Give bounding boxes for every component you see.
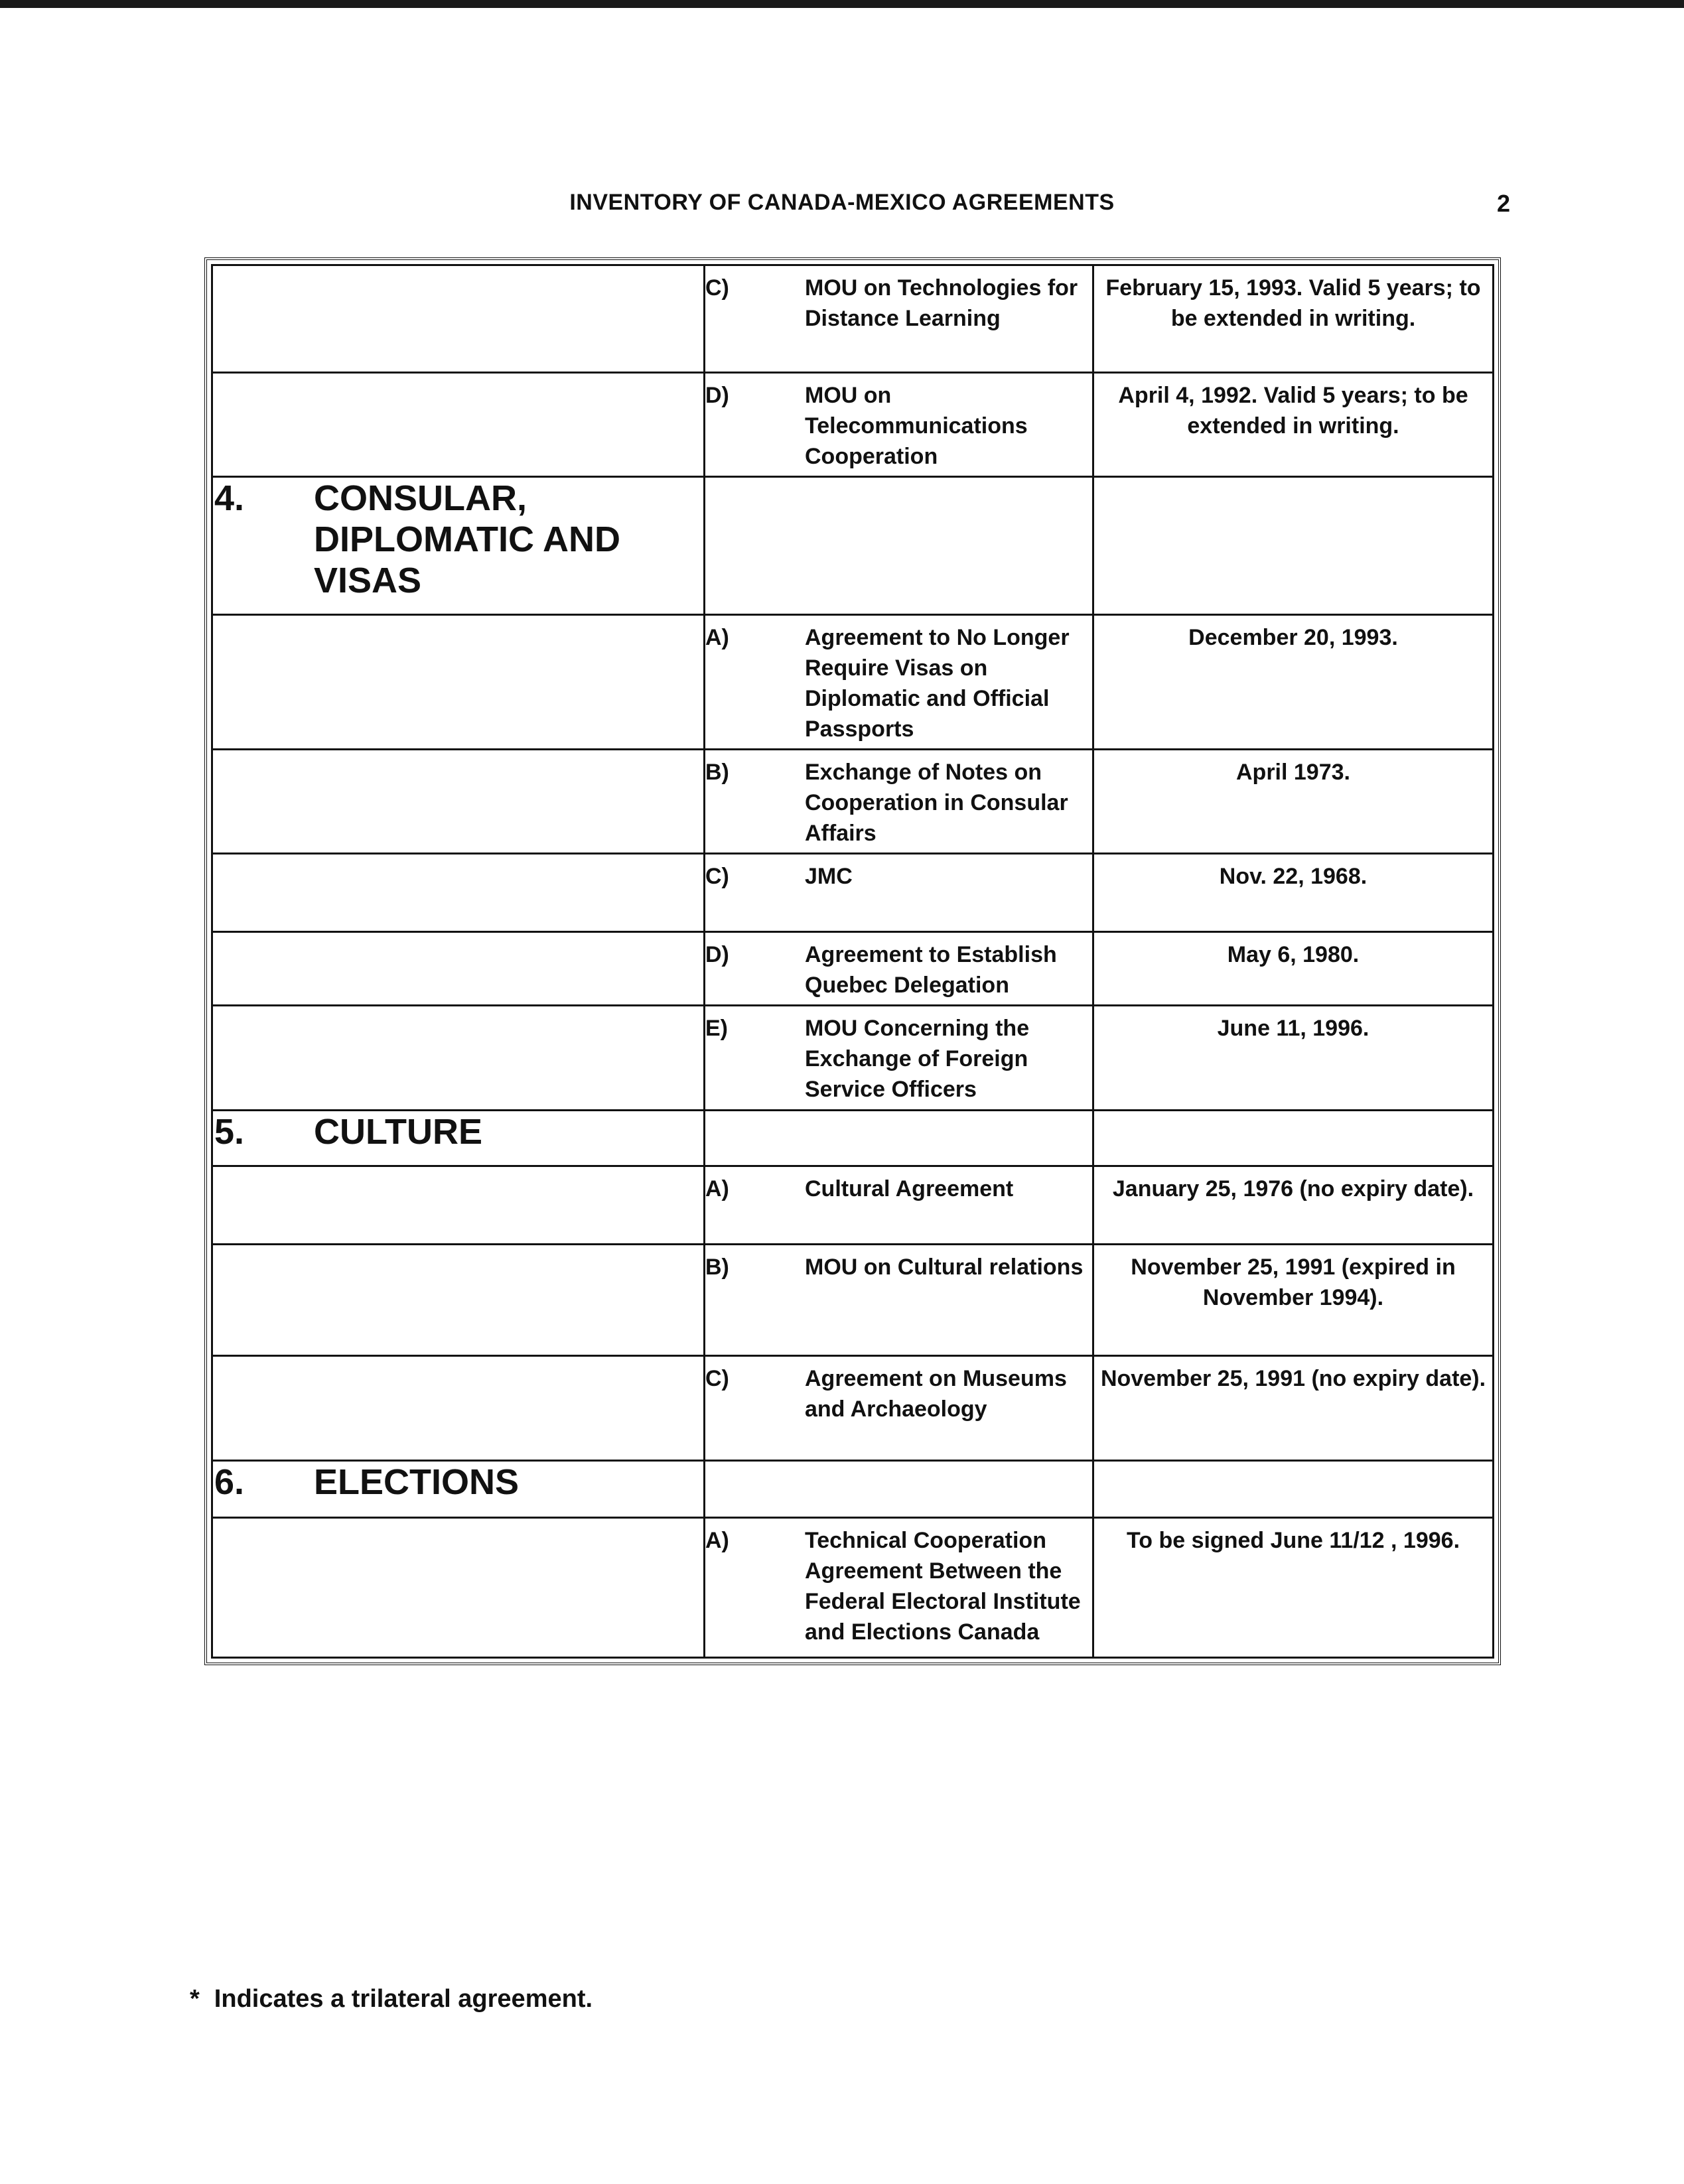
agreement-date: April 1973. [1093, 750, 1494, 854]
page-title: INVENTORY OF CANADA-MEXICO AGREEMENTS [569, 190, 1115, 215]
empty-cell [705, 477, 1093, 615]
section-cell [212, 750, 705, 854]
agreement-title: Exchange of Notes on Cooperation in Consular Affairs [805, 760, 1068, 846]
table-row [212, 750, 1494, 854]
section-name: CONSULAR, DIPLOMATIC AND VISAS [314, 478, 620, 600]
agreement-title: Agreement to No Longer Require Visas on Diplomatic and Official Passports [805, 625, 1070, 742]
agreement-cell [705, 1356, 1093, 1461]
agreement-cell [705, 1166, 1093, 1245]
agreement-cell [705, 1518, 1093, 1658]
item-letter: B) [705, 760, 729, 785]
section-cell [212, 615, 705, 750]
agreement-date: November 25, 1991 (expired in November 1994). [1093, 1245, 1494, 1356]
agreement-cell [705, 854, 1093, 932]
agreement-cell [705, 1006, 1093, 1111]
agreement-cell [705, 932, 1093, 1006]
agreement-title: JMC [805, 864, 853, 889]
item-letter: B) [705, 1255, 729, 1280]
table-row [212, 373, 1494, 477]
footnote [190, 1985, 593, 2013]
section-cell [212, 932, 705, 1006]
section-number: 4. [214, 478, 245, 518]
page-number: 2 [1497, 190, 1511, 217]
footnote-text: Indicates a trilateral agreement. [214, 1985, 593, 2013]
agreement-date: To be signed June 11/12 , 1996. [1093, 1518, 1494, 1658]
agreement-cell [705, 750, 1093, 854]
item-letter: D) [705, 383, 729, 408]
item-letter: E) [705, 1016, 728, 1041]
empty-cell [1093, 1111, 1494, 1166]
agreement-title: MOU on Telecommunications Cooperation [805, 383, 1028, 469]
agreement-cell [705, 373, 1093, 477]
agreement-date: January 25, 1976 (no expiry date). [1093, 1166, 1494, 1245]
item-letter: A) [705, 625, 729, 650]
agreement-title: MOU on Technologies for Distance Learning [805, 275, 1078, 331]
agreement-cell [705, 615, 1093, 750]
agreement-date: November 25, 1991 (no expiry date). [1093, 1356, 1494, 1461]
section-cell [212, 1166, 705, 1245]
agreement-title: MOU Concerning the Exchange of Foreign Service Officers [805, 1016, 1030, 1102]
agreement-title: Agreement on Museums and Archaeology [805, 1366, 1067, 1422]
item-letter: C) [705, 864, 729, 889]
item-letter: C) [705, 1366, 729, 1391]
item-letter: C) [705, 275, 729, 301]
section-cell [212, 265, 705, 373]
agreement-date: June 11, 1996. [1093, 1006, 1494, 1111]
item-letter: A) [705, 1176, 729, 1201]
agreement-cell [705, 1245, 1093, 1356]
section-cell [212, 1518, 705, 1658]
section-heading [212, 1111, 705, 1166]
agreement-title: MOU on Cultural relations [805, 1255, 1084, 1280]
table-row [212, 1006, 1494, 1111]
agreements-table-frame [204, 257, 1501, 1665]
section-cell [212, 1245, 705, 1356]
section-cell [212, 854, 705, 932]
table-row [212, 1356, 1494, 1461]
table-row [212, 932, 1494, 1006]
empty-cell [705, 1461, 1093, 1518]
item-letter: D) [705, 942, 729, 967]
section-row [212, 1111, 1494, 1166]
section-row [212, 1461, 1494, 1518]
empty-cell [1093, 477, 1494, 615]
agreement-date: April 4, 1992. Valid 5 years; to be extended in writing. [1093, 373, 1494, 477]
agreement-title: Cultural Agreement [805, 1176, 1014, 1201]
table-row [212, 1166, 1494, 1245]
section-cell [212, 1006, 705, 1111]
agreements-table [211, 264, 1494, 1659]
empty-cell [705, 1111, 1093, 1166]
agreement-date: May 6, 1980. [1093, 932, 1494, 1006]
item-letter: A) [705, 1528, 729, 1553]
section-row [212, 477, 1494, 615]
section-name: ELECTIONS [314, 1462, 520, 1502]
section-heading [212, 1461, 705, 1518]
table-row [212, 265, 1494, 373]
table-row [212, 615, 1494, 750]
table-row [212, 1518, 1494, 1658]
section-cell [212, 373, 705, 477]
empty-cell [1093, 1461, 1494, 1518]
agreement-date: December 20, 1993. [1093, 615, 1494, 750]
section-heading [212, 477, 705, 615]
table-row [212, 854, 1494, 932]
agreement-title: Agreement to Establish Quebec Delegation [805, 942, 1057, 998]
agreement-cell [705, 265, 1093, 373]
section-cell [212, 1356, 705, 1461]
footnote-marker: * [190, 1985, 200, 2013]
section-number: 6. [214, 1462, 245, 1502]
table-row [212, 1245, 1494, 1356]
section-name: CULTURE [314, 1112, 482, 1152]
top-border-rule [0, 0, 1684, 8]
agreement-date: February 15, 1993. Valid 5 years; to be extended in writing. [1093, 265, 1494, 373]
agreement-date: Nov. 22, 1968. [1093, 854, 1494, 932]
agreement-title: Technical Cooperation Agreement Between the Federal Electoral Institute and Elections Canada [805, 1528, 1081, 1645]
section-number: 5. [214, 1112, 245, 1152]
